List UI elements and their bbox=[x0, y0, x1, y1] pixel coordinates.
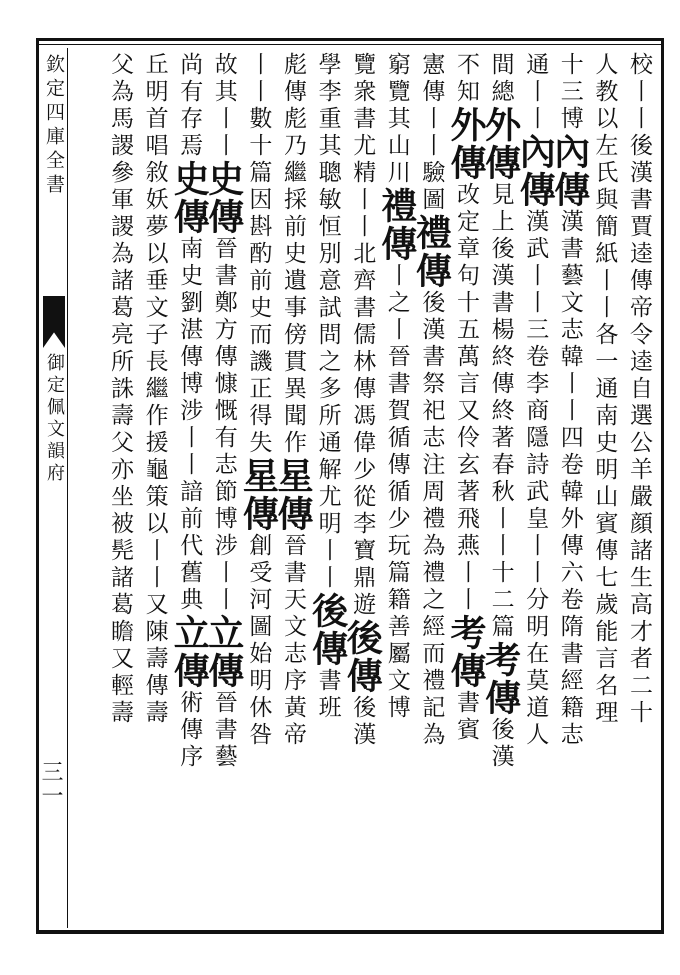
entry-headword: 星傳 bbox=[237, 457, 280, 533]
entry-text: 改定章句十五萬言又伶玄著飛燕丨丨 bbox=[453, 182, 479, 614]
entry-headword: 史傳 bbox=[168, 160, 211, 236]
entry-text: 校丨丨後漢書賈逵傳帝令逵自選公羊嚴顔諸生高才者二十 bbox=[626, 52, 652, 727]
entry-text: 後漢書祭祀志注周禮為禮之經而禮記為 bbox=[418, 290, 445, 749]
text-column bbox=[138, 52, 172, 930]
entry-headword: 星傳 bbox=[272, 457, 314, 533]
text-column bbox=[272, 52, 314, 930]
entry-text: 人教以左氏與簡紙丨丨各一通南史明山賓傳七歲能言名理 bbox=[591, 52, 618, 727]
entry-headword: 後傳 bbox=[306, 592, 349, 668]
entry-text: 晉書鄭方傳慷慨有志節博涉丨丨 bbox=[210, 236, 237, 614]
entry-text: 術傳序 bbox=[176, 690, 203, 771]
text-column bbox=[514, 52, 557, 930]
entry-text: 見上後漢書楊終傳終著春秋丨丨十二篇 bbox=[487, 182, 514, 641]
text-column bbox=[410, 52, 453, 930]
text-column bbox=[375, 52, 418, 930]
text-column bbox=[622, 52, 656, 930]
entry-headword: 禮傳 bbox=[375, 187, 418, 263]
top-border bbox=[36, 38, 664, 41]
entry-headword: 外傳 bbox=[479, 106, 522, 182]
entry-text: 創受河圖始明休咎 bbox=[245, 533, 272, 749]
collection-title: 欽定四庫全書 bbox=[43, 54, 65, 198]
page-number: 三一 bbox=[38, 760, 63, 808]
entry-headword: 考傳 bbox=[479, 641, 522, 717]
fishtail-mark-icon bbox=[43, 296, 65, 348]
entry-text: 漢武丨丨三卷李商隱詩武皇丨丨分明在莫道人 bbox=[522, 209, 549, 749]
bottom-border bbox=[36, 930, 664, 934]
entry-text: 間總 bbox=[487, 52, 514, 106]
entry-headword: 立傳 bbox=[202, 614, 245, 690]
entry-text: 後漢 bbox=[349, 695, 376, 749]
text-column bbox=[479, 52, 522, 930]
entry-headword: 立傳 bbox=[168, 614, 211, 690]
entry-headword: 考傳 bbox=[445, 614, 487, 690]
entry-headword: 史傳 bbox=[202, 160, 245, 236]
entry-text: 彪傳彪乃繼採前史遺事傍貫異聞作 bbox=[280, 52, 306, 457]
entry-text: 後漢 bbox=[487, 717, 514, 771]
text-column bbox=[341, 52, 384, 930]
entry-headword: 外傳 bbox=[445, 106, 487, 182]
text-column bbox=[306, 52, 349, 930]
entry-text: 晉書藝 bbox=[210, 690, 237, 771]
right-border bbox=[661, 38, 664, 934]
text-column bbox=[103, 52, 137, 930]
entry-text: 通丨丨 bbox=[522, 52, 549, 133]
entry-text: 窮覽其山川 bbox=[383, 52, 410, 187]
entry-text: 丨之丨晉書賀循傳循少玩篇籍善屬文博 bbox=[383, 263, 410, 722]
entry-text: 南史劉湛傳博涉丨丨諳前代舊典 bbox=[176, 236, 203, 614]
entry-text: 覽衆書尤精丨丨北齊書儒林傳馮偉少從李寶鼎遊 bbox=[349, 52, 376, 619]
entry-text: 不知 bbox=[453, 52, 479, 106]
entry-text: 學李重其聰敏恒別意試問之多所通解尤明丨丨 bbox=[314, 52, 341, 592]
entry-headword: 內傳 bbox=[548, 133, 591, 209]
entry-text: 十三博 bbox=[556, 52, 583, 133]
entry-text: 書班 bbox=[314, 668, 341, 722]
entry-text: 尚有存焉 bbox=[176, 52, 203, 160]
entry-text: 故其丨丨 bbox=[210, 52, 237, 160]
entry-text: 漢書藝文志韓丨丨四卷韓外傳六卷隋書經籍志 bbox=[556, 209, 583, 749]
entry-text: 丘明首唱敘妖夢以垂文子長繼作援龜策以丨丨又陳壽傳壽 bbox=[141, 52, 168, 727]
entry-text: 憲傳丨丨驗圖 bbox=[418, 52, 445, 214]
entry-text: 丨丨數十篇因斟酌前史而譏正得失 bbox=[245, 52, 272, 457]
text-column bbox=[587, 52, 621, 930]
text-column bbox=[445, 52, 487, 930]
text-column bbox=[168, 52, 211, 930]
top-border-inner bbox=[36, 44, 664, 45]
entry-headword: 禮傳 bbox=[410, 214, 453, 290]
entry-text: 書賓 bbox=[453, 690, 479, 744]
text-column bbox=[237, 52, 280, 930]
text-column bbox=[548, 52, 591, 930]
entry-headword: 後傳 bbox=[341, 619, 384, 695]
entry-text: 父為馬謖參軍謖為諸葛亮所誅壽父亦坐被髡諸葛瞻又輕壽 bbox=[107, 52, 133, 727]
entry-text: 晉書天文志序黃帝 bbox=[280, 533, 306, 749]
text-column bbox=[202, 52, 245, 930]
book-title: 御定佩文韻府 bbox=[44, 353, 65, 485]
entry-headword: 內傳 bbox=[514, 133, 557, 209]
